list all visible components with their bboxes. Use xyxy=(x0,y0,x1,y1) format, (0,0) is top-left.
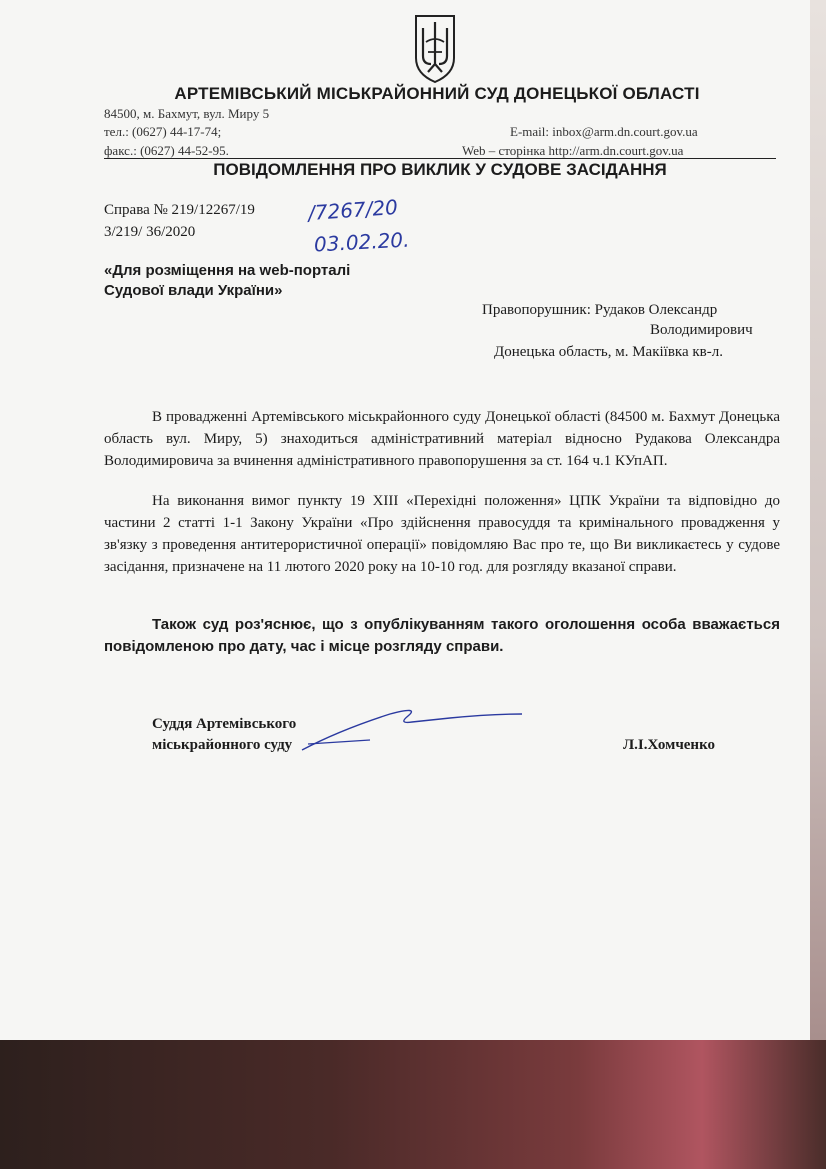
publication-note-line1: «Для розміщення на web-порталі xyxy=(104,262,351,279)
scan-edge xyxy=(810,0,826,1060)
judge-name: Л.І.Хомченко xyxy=(623,737,716,753)
handwritten-signature-icon xyxy=(300,700,530,760)
body-paragraph-2: На виконання вимог пункту 19 XIII «Перехідні положення» ЦПК України та відповідно до частини 2 статті 1-1 Закону України «Про здійснення правосуддя та кримінального провадження у зв'язку з проведення антитерористичної операції» повідомляю Вас про те, що Ви викликаєтесь у судове засідання, призначене на 11 лютого 2020 року на 10-10 год. для розгляду вказаної справи. xyxy=(104,493,780,575)
header-divider xyxy=(104,158,776,159)
court-website: Web – сторінка http://arm.dn.court.gov.ua xyxy=(462,143,684,158)
body-paragraph-3: Також суд роз'яснює, що з опублікуванням такого оголошення особа вважається повідомленою про дату, час і місце розгляду справи. xyxy=(104,616,780,655)
case-sub-number: 3/219/ 36/2020 xyxy=(104,224,196,240)
addressee-line3: Донецька область, м. Макіївка кв-л. xyxy=(494,344,723,360)
court-name: АРТЕМІВСЬКИЙ МІСЬКРАЙОННИЙ СУД ДОНЕЦЬКОЇ ОБЛАСТІ xyxy=(174,84,700,103)
scan-background xyxy=(0,1040,826,1169)
signature-title-line1: Суддя Артемівського xyxy=(152,716,297,732)
body-paragraph-1: В провадженні Артемівського міськрайонного суду Донецької області (84500 м. Бахмут Донецька область вул. Миру, 5) знаходиться адміністративний матеріал відносно Рудакова Олександра Володимировича за вчинення адміністративного правопорушення за ст. 164 ч.1 КУпАП. xyxy=(104,409,780,469)
court-fax: факс.: (0627) 44-52-95. xyxy=(104,143,229,158)
signature-title-line2: міськрайонного суду xyxy=(152,737,293,753)
handwritten-date: 03.02.20. xyxy=(313,227,410,257)
addressee-line2: Володимирович xyxy=(650,322,753,338)
handwritten-registration: /7267/20 xyxy=(307,194,399,226)
publication-note-line2: Судової влади України» xyxy=(104,282,283,299)
court-phone: тел.: (0627) 44-17-74; xyxy=(104,124,222,139)
notice-title: ПОВІДОМЛЕННЯ ПРО ВИКЛИК У СУДОВЕ ЗАСІДАННЯ xyxy=(213,160,667,179)
court-email: E-mail: inbox@arm.dn.court.gov.ua xyxy=(510,124,698,139)
addressee-line1: Правопорушник: Рудаков Олександр xyxy=(482,302,718,318)
trident-emblem-icon xyxy=(412,12,458,84)
court-address: 84500, м. Бахмут, вул. Миру 5 xyxy=(104,106,270,121)
case-number: Справа № 219/12267/19 xyxy=(104,202,255,218)
